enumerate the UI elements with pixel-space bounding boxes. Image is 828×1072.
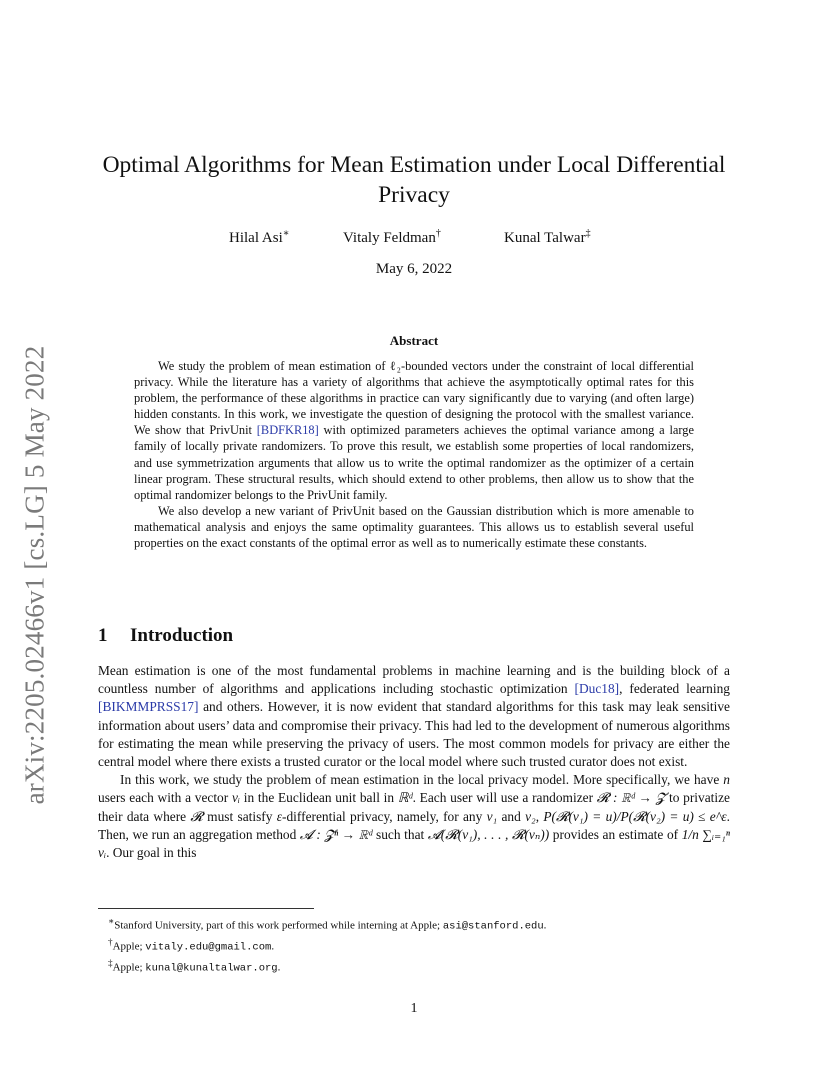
footnote-text: . — [271, 940, 275, 953]
intro-text: -differential privacy, namely, for any — [282, 808, 487, 824]
math-inline: ℝᵈ — [397, 790, 413, 806]
paper-title: Optimal Algorithms for Mean Estimation under Local Differential Privacy — [102, 152, 726, 208]
footnote-text: Stanford University, part of this work performed while interning at Apple; — [114, 919, 443, 932]
citation-link[interactable]: [BDFKR18] — [256, 423, 319, 438]
footnote-2 — [108, 935, 728, 956]
math-inline: 𝓐 : 𝓩ⁿ → ℝᵈ — [299, 826, 373, 842]
author-3-name: Kunal Talwar — [504, 230, 586, 246]
page-number: 1 — [410, 1001, 418, 1016]
math-inline: P(𝓡(v₁) = u)/P(𝓡(v₂) = u) ≤ e^ε — [543, 808, 727, 824]
author-1-name: Hilal Asi — [229, 230, 283, 246]
math-inline: 𝓐(𝓡(v₁), . . . , 𝓡(vₙ)) — [427, 826, 550, 842]
math-inline: v₁ — [486, 808, 498, 824]
footnote-text: Apple; — [112, 940, 146, 953]
abstract-body — [134, 358, 694, 551]
author-1 — [229, 228, 290, 247]
abstract-paragraph-2: We also develop a new variant of PrivUnit based on the Gaussian distribution which is more amenable to mathematical analysis and enjoys the same optimality guarantees. This allows us to establish several useful properties on the exact constants of the optimal error as well as to numerically estimate these constants. — [134, 503, 694, 551]
intro-text: to privatize their data where — [98, 790, 730, 824]
intro-text: Mean estimation is one of the most fundamental problems in machine learning and is the building block of a countless number of algorithms and applications including stochastic optimization — [98, 663, 730, 697]
author-3-mark: ‡ — [585, 228, 591, 239]
author-1-mark: ∗ — [282, 228, 290, 239]
intro-text: , federated learning — [619, 681, 730, 697]
intro-paragraph-2 — [98, 771, 730, 862]
math-inline: vᵢ — [231, 790, 241, 806]
intro-text: In this work, we study the problem of mean estimation in the local privacy model. More specifically, we have — [120, 772, 724, 788]
abstract-text: with optimized parameters achieves the optimal variance among a large family of locally private randomizers. To prove this result, we establish some properties of local randomizers, and use symmetrization arguments that allow us to write the optimal randomizer as the optimizer of a certain linear program. These structural results, which should extend to other problems, then allow us to show that the optimal randomizer belongs to the PrivUnit family. — [134, 423, 694, 502]
author-2 — [343, 228, 441, 247]
intro-text: provides an estimate of — [549, 826, 682, 842]
footnote-text: . — [543, 919, 547, 932]
abstract-paragraph-1 — [134, 358, 694, 503]
footnote-mark: ‡ — [108, 957, 113, 968]
footnotes — [108, 914, 728, 977]
math-inline: n — [723, 772, 730, 788]
intro-text: , — [535, 808, 544, 824]
citation-link[interactable]: [BIKMMPRSS17] — [98, 699, 199, 715]
footnote-text: Apple; — [112, 961, 146, 974]
intro-text: and — [497, 808, 526, 824]
footnote-text: . — [277, 961, 281, 974]
intro-body — [98, 662, 730, 862]
paper-date: May 6, 2022 — [375, 261, 453, 277]
author-2-name: Vitaly Feldman — [343, 230, 436, 246]
email-link[interactable]: vitaly.edu@gmail.com — [145, 941, 272, 954]
footnote-1 — [108, 914, 728, 935]
footnote-mark: † — [108, 936, 113, 947]
section-number: 1 — [98, 625, 108, 646]
math-inline: 𝓡 : ℝᵈ → 𝓩 — [596, 790, 666, 806]
section-heading — [98, 625, 233, 647]
email-link[interactable]: asi@stanford.edu — [442, 920, 544, 933]
abstract-heading: Abstract — [389, 333, 439, 348]
math-inline: 𝓡 — [190, 808, 203, 824]
math-inline: 1/n ∑ᵢ₌₁ⁿ vᵢ — [98, 826, 731, 861]
math-inline: v₂ — [525, 808, 536, 824]
arxiv-id-text: arXiv:2205.02466v1 [cs.LG] 5 May 2022 — [19, 345, 50, 805]
footnote-mark: ∗ — [108, 916, 115, 926]
intro-text: in the Euclidean unit ball in — [240, 790, 398, 806]
intro-text: . Our goal in this — [106, 845, 197, 861]
footnote-rule — [98, 908, 314, 909]
email-link[interactable]: kunal@kunaltalwar.org — [145, 962, 278, 975]
intro-paragraph-1 — [98, 662, 730, 771]
author-2-mark: † — [435, 228, 441, 239]
intro-text: and others. However, it is now evident that standard algorithms for this task may leak sensitive information about users’ data and compromise their privacy. This had led to the development of numerous algorithms for estimating the mean while preserving the privacy of users. The most common models for privacy are either the central model where there exists a trusted curator or the local model where such trusted curator does not exist. — [98, 699, 730, 770]
section-title: Introduction — [130, 625, 234, 646]
footnote-3 — [108, 956, 728, 977]
intro-text: . Then, we run an aggregation method — [98, 808, 730, 842]
citation-link[interactable]: [Duc18] — [574, 681, 620, 697]
intro-text: must satisfy — [202, 808, 277, 824]
author-3 — [504, 228, 591, 247]
math-inline: ε — [276, 808, 283, 824]
intro-text: such that — [372, 826, 428, 842]
intro-text: . Each user will use a randomizer — [412, 790, 597, 806]
abstract-text: We study the problem of mean estimation of ℓ₂-bounded vectors under the constraint of local differential privacy. While the literature has a variety of algorithms that achieve the asymptotically optimal rates for this problem, the performance of these algorithms in practice can vary significantly due to varying (and often large) hidden constants. In this work, we investigate the question of designing the protocol with the smallest variance. We show that PrivUnit — [134, 359, 694, 438]
intro-text: users each with a vector — [98, 790, 232, 806]
